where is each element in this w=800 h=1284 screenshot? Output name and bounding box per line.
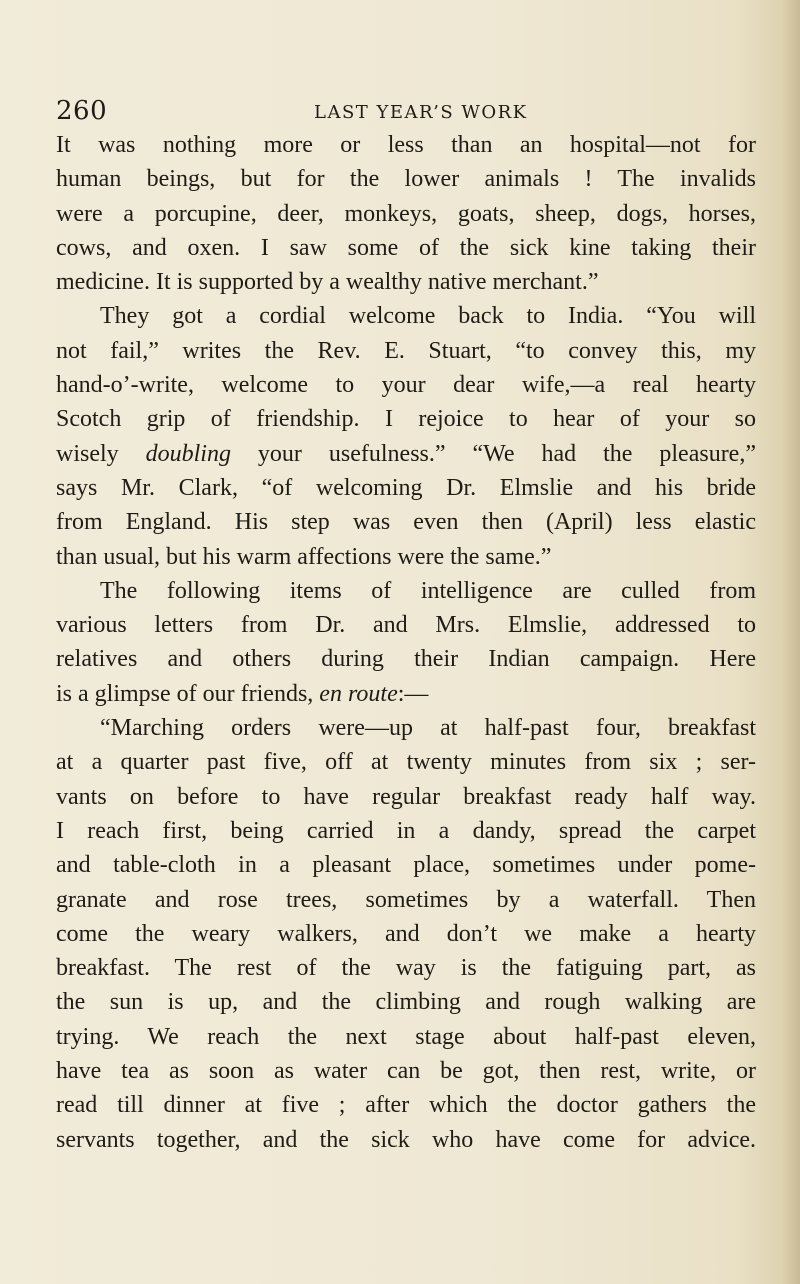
page-edge-shadow — [782, 0, 800, 1284]
text-line-segment: read till dinner at five ; after which the doctor gathers the — [56, 1092, 756, 1119]
text-line-segment: and table-cloth in a pleasant place, sometimes under pome- — [56, 852, 756, 879]
text-line — [56, 471, 756, 505]
text-line — [56, 162, 756, 196]
text-line — [56, 505, 756, 539]
text-line-segment: is a glimpse of our friends, — [56, 680, 320, 707]
text-line — [56, 642, 756, 676]
text-line — [56, 299, 756, 333]
running-head: LAST YEAR’S WORK — [314, 102, 528, 123]
text-line-segment: were a porcupine, deer, monkeys, goats, sheep, dogs, horses, — [56, 200, 756, 227]
text-line-segment: trying. We reach the next stage about half-past eleven, — [56, 1023, 756, 1050]
text-line — [56, 574, 756, 608]
text-line-segment: breakfast. The rest of the way is the fatiguing part, as — [56, 955, 756, 982]
text-line — [56, 780, 756, 814]
italic-phrase: en route — [319, 680, 398, 707]
text-line-segment: cows, and oxen. I saw some of the sick kine taking their — [56, 234, 756, 261]
text-line-segment: relatives and others during their Indian campaign. Here — [56, 646, 756, 673]
text-line — [56, 1123, 756, 1157]
text-line — [56, 1054, 756, 1088]
text-line-segment: your usefulness.” “We had the pleasure,” — [230, 440, 756, 467]
text-line — [56, 1020, 756, 1054]
text-line — [56, 402, 756, 436]
text-line-segment: says Mr. Clark, “of welcoming Dr. Elmslie and his bride — [56, 474, 756, 501]
text-line-segment: servants together, and the sick who have come for advice. — [56, 1126, 756, 1153]
text-line-segment: I reach first, being carried in a dandy, spread the carpet — [56, 817, 756, 844]
text-line-segment: They got a cordial welcome back to India. “You will — [100, 303, 756, 330]
text-line — [56, 608, 756, 642]
text-line — [56, 368, 756, 402]
text-line — [56, 883, 756, 917]
text-line — [56, 231, 756, 265]
text-line-segment: not fail,” writes the Rev. E. Stuart, “to convey this, my — [56, 337, 756, 364]
text-line — [56, 951, 756, 985]
text-line — [56, 437, 756, 471]
text-line — [56, 677, 756, 711]
text-line-segment: medicine. It is supported by a wealthy native merchant.” — [56, 269, 599, 296]
text-line — [56, 985, 756, 1019]
text-line — [56, 1088, 756, 1122]
text-line-segment: hand-o’-write, welcome to your dear wife,—a real hearty — [56, 372, 756, 399]
page-number: 260 — [56, 96, 108, 126]
text-line — [56, 814, 756, 848]
text-line-segment: Scotch grip of friendship. I rejoice to hear of your so — [56, 406, 756, 433]
text-line-segment: vants on before to have regular breakfast ready half way. — [56, 783, 756, 810]
text-line — [56, 540, 756, 574]
text-line — [56, 711, 756, 745]
text-line — [56, 848, 756, 882]
italic-phrase: doubling — [145, 440, 231, 467]
text-line — [56, 917, 756, 951]
text-line-segment: various letters from Dr. and Mrs. Elmslie, addressed to — [56, 612, 756, 639]
text-line-segment: granate and rose trees, sometimes by a waterfall. Then — [56, 886, 756, 913]
text-line-segment: “Marching orders were—up at half-past four, breakfast — [100, 715, 756, 742]
text-line-segment: at a quarter past five, off at twenty minutes from six ; ser- — [56, 749, 756, 776]
text-line-segment: than usual, but his warm affections were the same.” — [56, 543, 552, 570]
text-line-segment: The following items of intelligence are culled from — [100, 577, 756, 604]
page-header — [56, 96, 756, 130]
text-line — [56, 334, 756, 368]
text-line-segment: have tea as soon as water can be got, then rest, write, or — [56, 1058, 756, 1085]
body-text — [56, 128, 756, 1157]
text-line — [56, 265, 756, 299]
text-line-segment: come the weary walkers, and don’t we make a hearty — [56, 920, 756, 947]
text-line-segment: wisely — [56, 440, 146, 467]
text-line-segment: It was nothing more or less than an hospital—not for — [56, 132, 756, 158]
text-line — [56, 745, 756, 779]
text-line-segment: from England. His step was even then (April) less elastic — [56, 509, 756, 536]
text-line — [56, 128, 756, 162]
text-line-segment: the sun is up, and the climbing and rough walking are — [56, 989, 756, 1016]
text-line-segment: human beings, but for the lower animals ! The invalids — [56, 166, 756, 193]
text-line-segment: :— — [397, 680, 429, 707]
text-line — [56, 197, 756, 231]
